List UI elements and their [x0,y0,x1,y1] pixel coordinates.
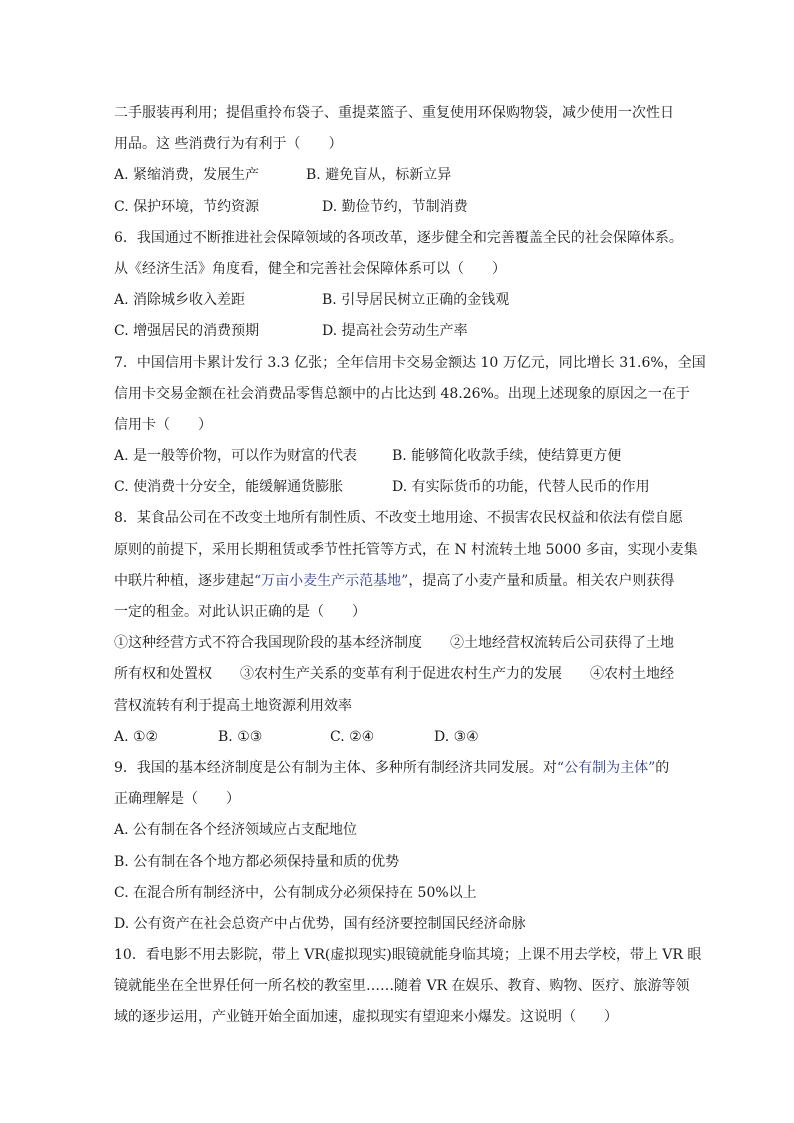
option-c: C. ②④ [330,728,375,745]
option-d: D. 有实际货币的功能，代替人民币的作用 [392,479,650,496]
option-b: B. 引导居民树立正确的金钱观 [322,292,510,309]
option-c: C. 保护环境，节约资源 [114,198,260,215]
question-8-statements-line-3: 营权流转有利于提高土地资源利用效率 [114,697,352,714]
question-8-statements-line-2: 所有权和处置权 ③农村生产关系的变革有利于促进农村生产力的发展 ④农村土地经 [114,666,674,683]
option-a: A. 公有制在各个经济领域应占支配地位 [114,822,358,839]
question-7-line-2: 信用卡交易金额在社会消费品零售总额中的占比达到 48.26%。出现上述现象的原因之一在于 [114,385,690,402]
option-c: C. 使消费十分安全，能缓解通货膨胀 [114,479,344,496]
option-a: A. 消除城乡收入差距 [114,292,246,309]
option-d: D. 提高社会劳动生产率 [322,323,468,340]
question-10-line-2: 镜就能坐在全世界任何一所名校的教室里……随着 VR 在娱乐、教育、购物、医疗、旅游等领 [114,978,690,995]
question-9-line-1-text: 9．我国的基本经济制度是公有制为主体、多种所有制经济共同发展。对 [114,759,557,776]
question-7-options-row-1 [114,441,694,472]
question-8-line-4: 一定的租金。对此认识正确的是（ ） [114,604,366,620]
question-8-options [114,722,694,753]
question-8-line-1: 8．某食品公司在不改变土地所有制性质、不改变土地用途、不损害农民权益和依法有偿自愿 [114,510,683,527]
question-7-line-1: 7．中国信用卡累计发行 3.3 亿张；全年信用卡交易金额达 10 万亿元，同比增长 31.6%，全国 [114,354,706,371]
document-body [114,98,706,1034]
question-6-options-row-1 [114,285,694,316]
question-6-options-row-2 [114,316,694,347]
option-b: B. 能够简化收款手续，使结算更方便 [392,448,622,465]
question-8-statements-line-1: ①这种经营方式不符合我国现阶段的基本经济制度 ②土地经营权流转后公司获得了土地 [114,635,674,652]
question-8-line-3 [114,566,694,597]
option-b: B. 公有制在各个地方都必须保持量和质的优势 [114,853,400,870]
option-b: B. ①③ [218,728,263,745]
option-c: C. 在混合所有制经济中，公有制成分必须保持在 50%以上 [114,884,477,901]
quoted-term: “万亩小麦生产示范基地” [254,572,409,589]
option-a: A. ①② [114,728,159,745]
question-8-line-3-text: 中联片种植，逐步建起 [114,572,254,589]
option-d: D. 勤俭节约，节制消费 [322,198,468,215]
option-c: C. 增强居民的消费预期 [114,323,260,340]
question-10-line-1: 10．看电影不用去影院，带上 VR(虚拟现实)眼镜就能身临其境；上课不用去学校，带上 VR 眼 [114,947,702,964]
question-7-options-row-2 [114,472,694,503]
option-d: D. 公有资产在社会总资产中占优势，国有经济要控制国民经济命脉 [114,915,526,932]
option-b: B. 避免盲从，标新立异 [306,167,452,184]
question-9-line-1-text-end: 的 [655,759,670,776]
question-5-options-row-1 [114,160,694,191]
question-9-line-1 [114,753,694,784]
question-5-line-2: 用品。这 些消费行为有利于（ ） [114,136,343,153]
option-a: A. 是一般等价物，可以作为财富的代表 [114,448,358,465]
question-9-line-2: 正确理解是（ ） [114,791,240,808]
question-6-line-2: 从《经济生活》角度看，健全和完善社会保障体系可以（ ） [114,260,506,277]
quoted-term: “公有制为主体” [556,759,656,776]
question-6-line-1: 6．我国通过不断推进社会保障领域的各项改革，逐步健全和完善覆盖全民的社会保障体系。 [114,229,683,246]
question-8-line-2: 原则的前提下，采用长期租赁或季节性托管等方式，在 N 村流转土地 5000 多亩，实现小麦集 [114,541,698,558]
question-10-line-3: 域的逐步运用，产业链开始全面加速，虚拟现实有望迎来小爆发。这说明（ ） [114,1009,618,1026]
option-a: A. 紧缩消费，发展生产 [114,167,260,184]
option-d: D. ③④ [434,728,479,745]
question-8-line-3-text-end: ，提高了小麦产量和质量。相关农户则获得 [408,572,675,589]
question-5-options-row-2 [114,192,694,223]
question-5-line-1: 二手服装再利用；提倡重拎布袋子、重提菜篮子、重复使用环保购物袋，减少使用一次性日 [114,105,674,121]
question-7-line-3: 信用卡（ ） [114,416,212,433]
